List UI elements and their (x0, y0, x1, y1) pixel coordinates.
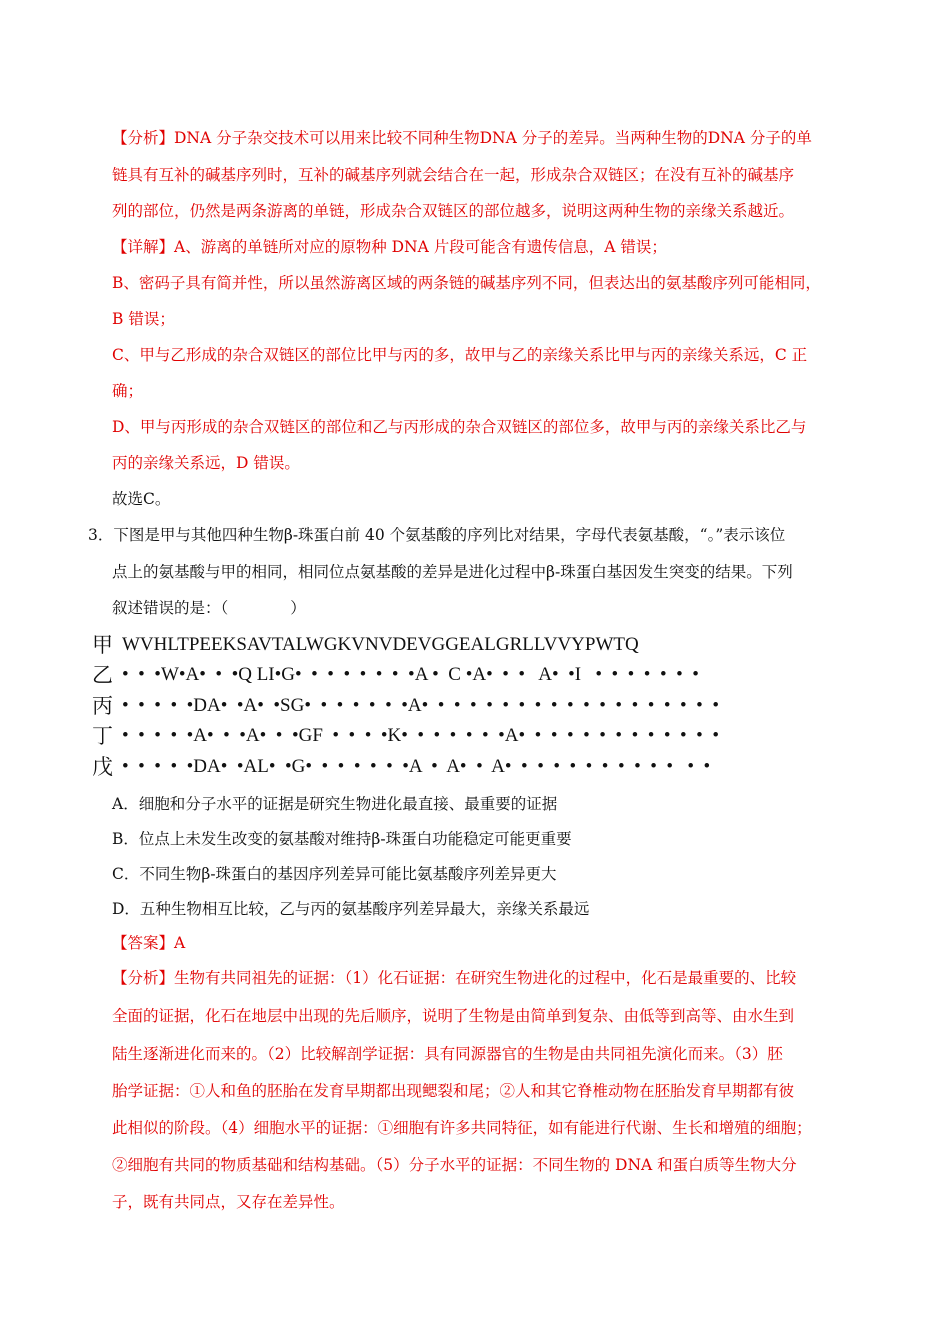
option-b: B．位点上未发生改变的氨基酸对维持β-珠蛋白功能稳定可能更重要 (112, 830, 572, 848)
analysis1-line3: 列的部位，仍然是两条游离的单链，形成杂合双链区的部位越多，说明这两种生物的亲缘关系越近。 (112, 202, 795, 220)
answer-label: 【答案】A (112, 934, 186, 952)
analysis2-line3: 陆生逐渐进化而来的。（2）比较解剖学证据：具有同源器官的生物是由共同祖先演化而来。（3）胚 (112, 1045, 783, 1063)
option-d: D．五种生物相互比较，乙与丙的氨基酸序列差异最大，亲缘关系最远 (112, 900, 590, 918)
detail1-line5: 确； (112, 382, 144, 400)
detail1-line1: 【详解】A、游离的单链所对应的原物种 DNA 片段可能含有遗传信息，A 错误； (112, 238, 667, 256)
species-label: 甲 (92, 633, 113, 657)
analysis2-line6: ②细胞有共同的物质基础和结构基础。（5）分子水平的证据：不同生物的 DNA 和蛋白质等生物大分 (112, 1156, 797, 1174)
option-a: A．细胞和分子水平的证据是研究生物进化最直接、最重要的证据 (112, 795, 558, 813)
detail1-line3: B 错误； (112, 310, 175, 328)
detail1-line2: B、密码子具有简并性，所以虽然游离区域的两条链的碱基序列不同，但表达出的氨基酸序列可能相同， (112, 274, 821, 292)
species-label: 乙 (92, 663, 113, 687)
analysis2-line1: 【分析】生物有共同祖先的证据：（1）化石证据：在研究生物进化的过程中，化石是最重要的、比较 (112, 969, 797, 987)
analysis2-line4: 胎学证据：①人和鱼的胚胎在发育早期都出现鳃裂和尾；②人和其它脊椎动物在胚胎发育早期都有彼 (112, 1082, 795, 1100)
detail1-line8: 故选C。 (112, 490, 171, 508)
detail1-line7: 丙的亲缘关系远，D 错误。 (112, 454, 300, 472)
detail1-line6: D、甲与丙形成的杂合双链区的部位和乙与丙形成的杂合双链区的部位多，故甲与丙的亲缘关系比乙与 (112, 418, 807, 436)
question3-line1: 3．下图是甲与其他四种生物β-珠蛋白前 40 个氨基酸的序列比对结果，字母代表氨基酸，“。”表示该位 (88, 526, 786, 544)
sequence-row: • • • • •DA• •A• •SG• • • • • • •A• • • • • • • • • • • • • • • • • • • (122, 695, 719, 716)
analysis2-line5: 此相似的阶段。（4）细胞水平的证据：①细胞有许多共同特征，如有能进行代谢、生长和增殖的细胞； (112, 1119, 812, 1137)
option-c: C．不同生物β-珠蛋白的基因序列差异可能比氨基酸序列差异更大 (112, 865, 557, 883)
analysis2-line7: 子，既有共同点，又存在差异性。 (112, 1193, 345, 1211)
sequence-row: WVHLTPEEKSAVTALWGKVNVDEVGGEALGRLLVVYPWTQ (122, 634, 639, 655)
analysis2-line2: 全面的证据，化石在地层中出现的先后顺序，说明了生物是由简单到复杂、由低等到高等、由水生到 (112, 1007, 795, 1025)
detail1-line4: C、甲与乙形成的杂合双链区的部位比甲与丙的多，故甲与乙的亲缘关系比甲与丙的亲缘关系远，C 正 (112, 346, 808, 364)
question3-line2: 点上的氨基酸与甲的相同，相同位点氨基酸的差异是进化过程中β-珠蛋白基因发生突变的结果。下列 (112, 563, 793, 581)
question3-line3: 叙述错误的是：（ ） (112, 599, 306, 617)
analysis1-line1: 【分析】DNA 分子杂交技术可以用来比较不同种生物DNA 分子的差异。当两种生物的DNA 分子的单 (112, 129, 812, 147)
analysis1-line2: 链具有互补的碱基序列时，互补的碱基序列就会结合在一起，形成杂合双链区；在没有互补的碱基序 (112, 166, 795, 184)
sequence-row: • • •W•A• • •Q LI•G• • • • • • • •A • C •A• • • A• •I • • • • • • • (122, 664, 699, 685)
species-label: 戊 (92, 755, 113, 779)
sequence-row: • • • • •A• • •A• • •GF • • • •K• • • • • • •A• • • • • • • • • • • • • (122, 725, 719, 746)
sequence-row: • • • • •DA• •AL• •G• • • • • • •A • A• • A• • • • • • • • • • • • • (122, 756, 711, 777)
species-label: 丙 (92, 694, 113, 718)
species-label: 丁 (92, 724, 113, 748)
